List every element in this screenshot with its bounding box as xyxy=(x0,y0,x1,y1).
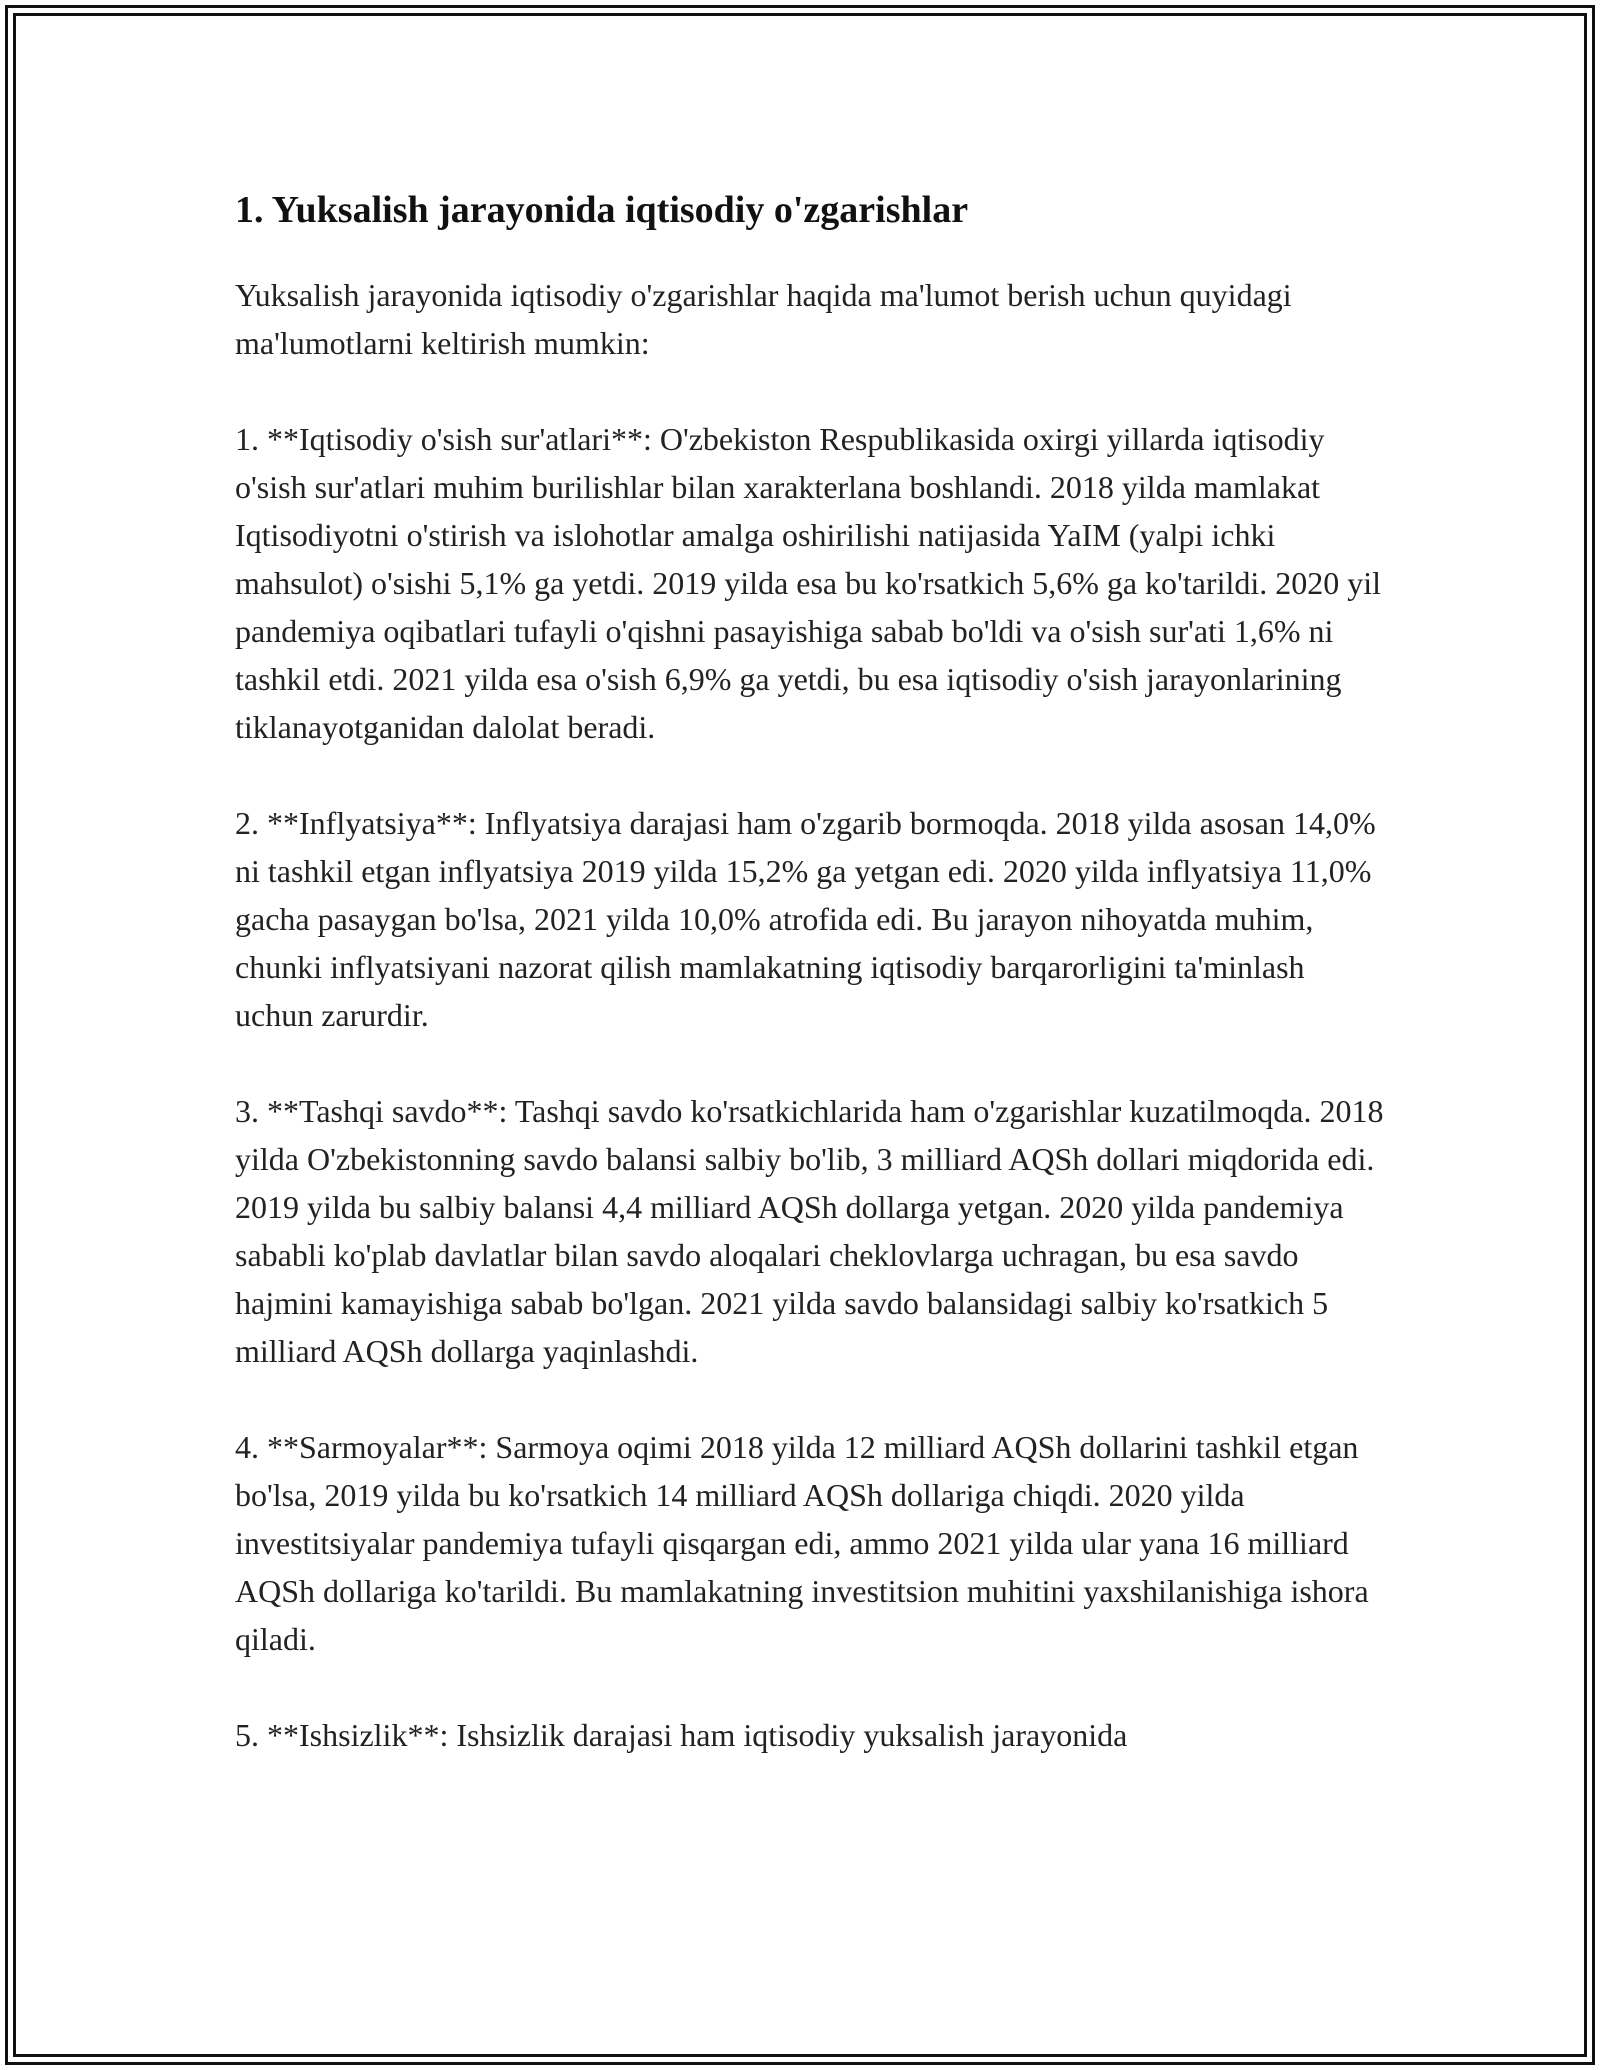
intro-paragraph: Yuksalish jarayonida iqtisodiy o'zgarishlar haqida ma'lumot berish uchun quyidagi ma'lumotlarni keltirish mumkin: xyxy=(235,277,1292,361)
item-foreign-trade: 3. **Tashqi savdo**: Tashqi savdo ko'rsatkichlarida ham o'zgarishlar kuzatilmoqda. 2018 yilda O'zbekistonning savdo balansi salbiy bo'lib, 3 milliard AQSh dollari miqdorida edi. 2019 yilda bu salbiy balansi 4,4 milliard AQSh dollarga yetgan. 2020 yilda pandemiya sababli ko'plab davlatlar bilan savdo aloqalari cheklovlarga uchragan, bu esa savdo hajmini kamayishiga sabab bo'lgan. 2021 yilda savdo balansidagi salbiy ko'rsatkich 5 milliard AQSh dollarga yaqinlashdi. xyxy=(235,1093,1384,1369)
item-unemployment: 5. **Ishsizlik**: Ishsizlik darajasi ham iqtisodiy yuksalish jarayonida xyxy=(235,1717,1128,1753)
document-page xyxy=(235,185,1385,1807)
item-investments: 4. **Sarmoyalar**: Sarmoya oqimi 2018 yilda 12 milliard AQSh dollarini tashkil etgan bo'lsa, 2019 yilda bu ko'rsatkich 14 milliard AQSh dollariga chiqdi. 2020 yilda investitsiyalar pandemiya tufayli qisqargan edi, ammo 2021 yilda ular yana 16 milliard AQSh dollariga ko'tarildi. Bu mamlakatning investitsion muhitini yaxshilanishiga ishora qiladi. xyxy=(235,1429,1369,1657)
document-heading: 1. Yuksalish jarayonida iqtisodiy o'zgarishlar xyxy=(235,189,969,231)
item-inflation: 2. **Inflyatsiya**: Inflyatsiya darajasi ham o'zgarib bormoqda. 2018 yilda asosan 14,0% ni tashkil etgan inflyatsiya 2019 yilda 15,2% ga yetgan edi. 2020 yilda inflyatsiya 11,0% gacha pasaygan bo'lsa, 2021 yilda 10,0% atrofida edi. Bu jarayon nihoyatda muhim, chunki inflyatsiyani nazorat qilish mamlakatning iqtisodiy barqarorligini ta'minlash uchun zarurdir. xyxy=(235,805,1376,1033)
item-economic-growth: 1. **Iqtisodiy o'sish sur'atlari**: O'zbekiston Respublikasida oxirgi yillarda iqtisodiy o'sish sur'atlari muhim burilishlar bilan xarakterlana boshlandi. 2018 yilda mamlakat Iqtisodiyotni o'stirish va islohotlar amalga oshirilishi natijasida YaIM (yalpi ichki mahsulot) o'sishi 5,1% ga yetdi. 2019 yilda esa bu ko'rsatkich 5,6% ga ko'tarildi. 2020 yil pandemiya oqibatlari tufayli o'qishni pasayishiga sabab bo'ldi va o'sish sur'ati 1,6% ni tashkil etdi. 2021 yilda esa o'sish 6,9% ga yetdi, bu esa iqtisodiy o'sish jarayonlarining tiklanayotganidan dalolat beradi. xyxy=(235,421,1382,745)
